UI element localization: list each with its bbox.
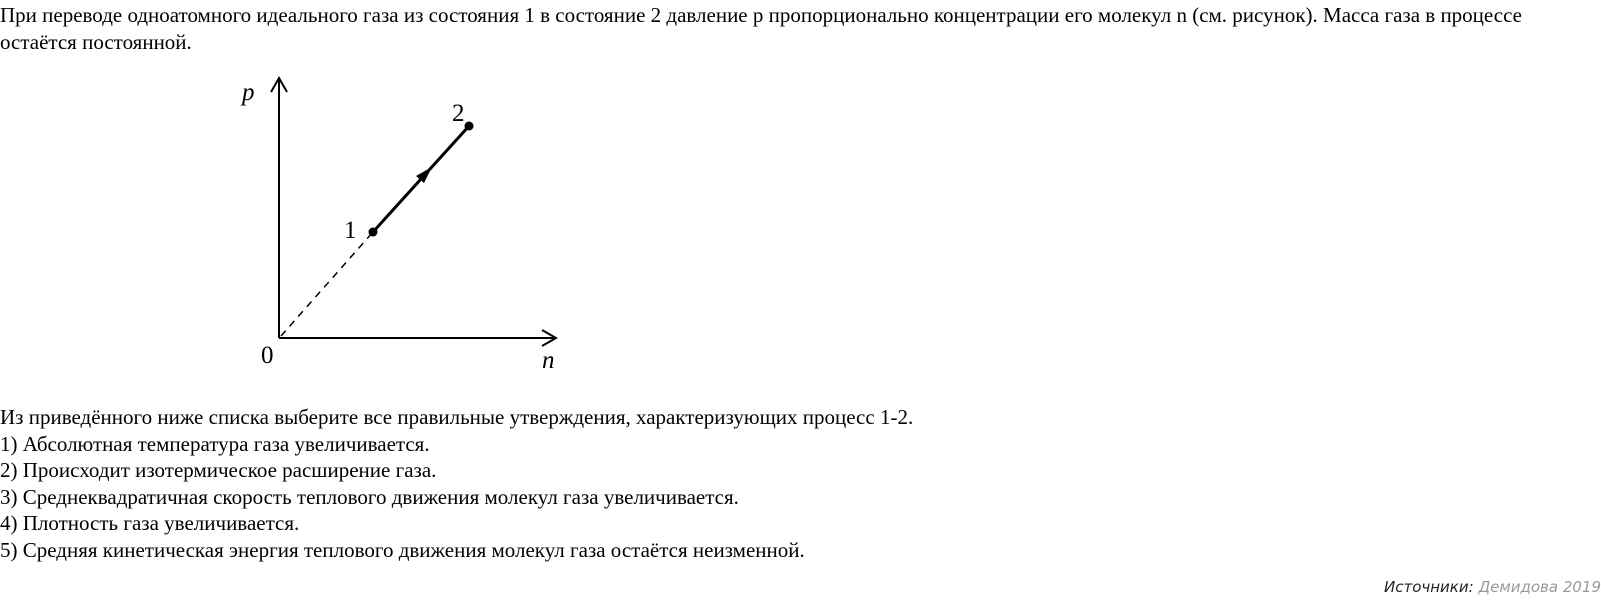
source-prefix: Источники: <box>1384 578 1474 596</box>
question-prompt: Из приведённого ниже списка выберите все правильные утверждения, характеризующих процесс 1-2. <box>0 405 914 429</box>
point-1-label: 1 <box>344 217 357 244</box>
point-1 <box>369 228 378 237</box>
answer-option-5: 5) Средняя кинетическая энергия теплового движения молекул газа остаётся неизменной. <box>0 537 805 562</box>
pn-diagram-svg <box>230 70 580 380</box>
answer-option-4: 4) Плотность газа увеличивается. <box>0 511 300 535</box>
pn-diagram <box>230 70 580 380</box>
question-block <box>0 404 913 563</box>
point-2 <box>465 122 474 131</box>
answer-option-3: 3) Среднеквадратичная скорость теплового движения молекул газа увеличивается. <box>0 484 739 509</box>
answer-option-2: 2) Происходит изотермическое расширение газа. <box>0 458 437 482</box>
answer-option-1: 1) Абсолютная температура газа увеличивается. <box>0 431 430 456</box>
origin-label: 0 <box>261 342 274 369</box>
point-2-label: 2 <box>452 100 465 127</box>
x-axis-label: n <box>542 347 555 374</box>
y-axis-label: p <box>242 79 255 106</box>
source-line <box>1384 578 1601 596</box>
source-link[interactable]: Демидова 2019 <box>1478 578 1601 596</box>
problem-intro: При переводе одноатомного идеального газа из состояния 1 в состояние 2 давление p пропорционально концентрации его молекул n (см. рисунок). Масса газа в процессе остаётся постоянной. <box>0 3 1522 54</box>
dashed-extension-line <box>281 232 373 336</box>
